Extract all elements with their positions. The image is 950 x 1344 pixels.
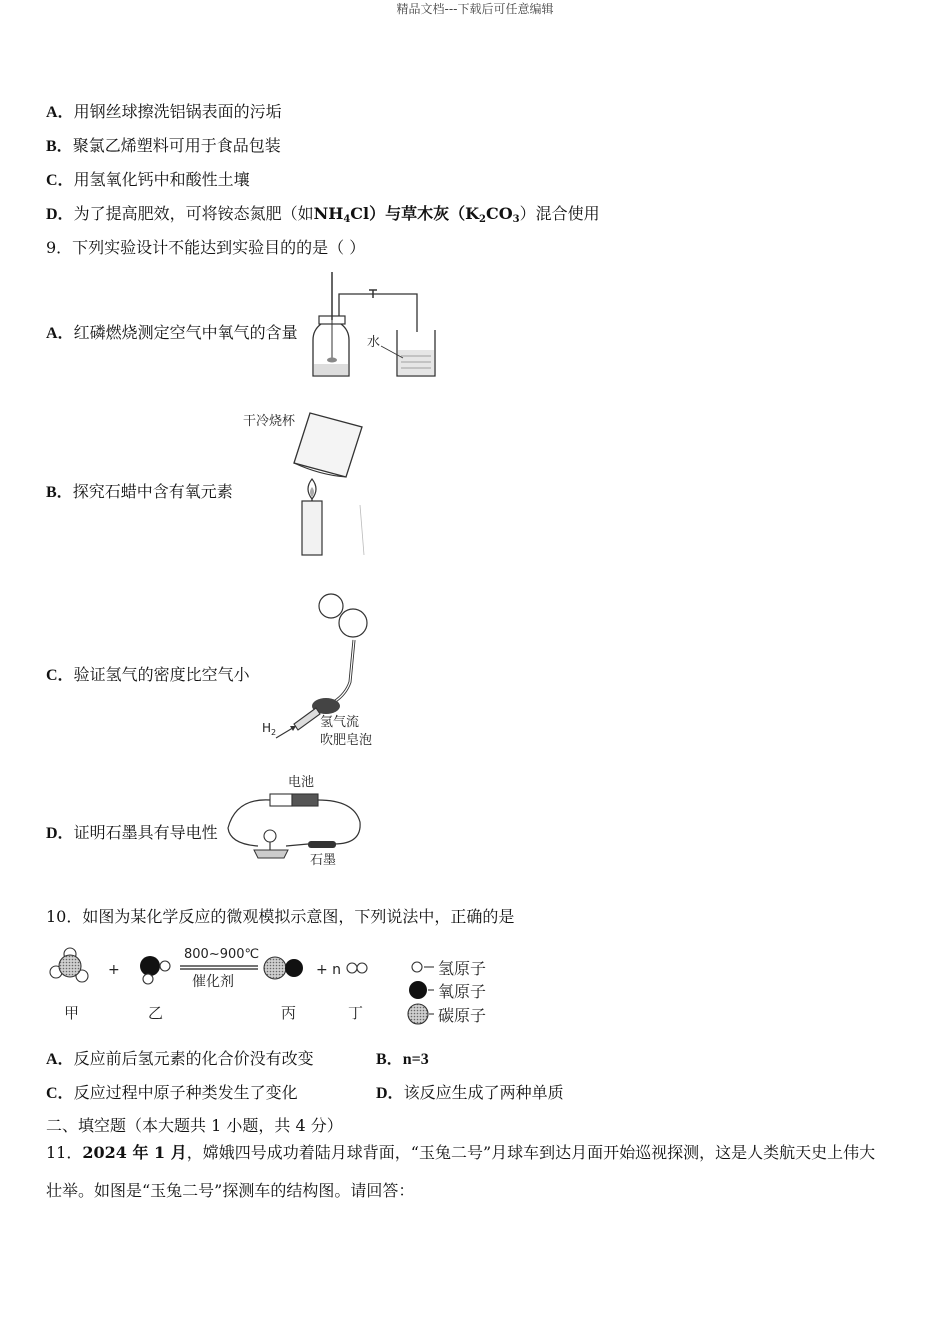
option-text-end: ）混合使用: [519, 204, 600, 223]
red-phosphorus-apparatus: [305, 272, 445, 382]
option-text: 反应过程中原子种类发生了变化: [73, 1083, 298, 1102]
option-text: 聚氯乙烯塑料可用于食品包装: [72, 136, 281, 155]
option-text: 证明石墨具有导电性: [73, 823, 218, 842]
molecule-methane: [50, 948, 88, 982]
option-label: C．: [46, 1085, 74, 1102]
option-label: C．: [46, 667, 74, 684]
q10-option-a: [46, 1049, 314, 1070]
option-text: 红磷燃烧测定空气中氧气的含量: [73, 323, 298, 342]
q8-option-c: [46, 170, 250, 191]
option-label: D．: [46, 825, 74, 842]
label-ding: 丁: [348, 1004, 364, 1022]
option-label: B．: [46, 484, 73, 501]
q11-date: 2024 年 1 月: [82, 1143, 187, 1162]
option-label: B．: [376, 1051, 403, 1068]
section-heading: 二、填空题（本大题共 1 小题，共 4 分）: [46, 1116, 343, 1135]
option-label: D．: [46, 206, 74, 223]
legend: [408, 959, 486, 1025]
q11-text: ，嫦娥四号成功着陆月球背面，“玉兔二号”月球车到达月面开始巡视探测，这是人类航天史上伟大: [186, 1143, 876, 1162]
hydrogen-bubble-figure: [258, 590, 388, 750]
caption-hydrogen-flow: 氢气流: [320, 715, 360, 730]
h2-label: $H_2$: [262, 721, 277, 737]
q11-line-2: 壮举。如图是“玉兔二号”探测车的结构图。请回答：: [46, 1181, 415, 1200]
caption-soap-bubble: 吹肥皂泡: [320, 733, 373, 748]
q8-option-d: [46, 204, 600, 225]
option-label: B．: [46, 138, 73, 155]
option-text: 用钢丝球擦洗铝锅表面的污垢: [73, 102, 282, 121]
q10-stem: 10．如图为某化学反应的微观模拟示意图，下列说法中，正确的是: [46, 907, 515, 926]
option-label: A．: [46, 104, 74, 121]
reaction-catalyst: 催化剂: [192, 974, 234, 990]
option-label: A．: [46, 325, 74, 342]
option-text: 探究石蜡中含有氧元素: [72, 482, 233, 501]
option-text: n=3: [402, 1051, 429, 1068]
reaction-diagram: [44, 940, 514, 1028]
candle-beaker-figure: [240, 405, 370, 560]
plus-n: + n: [316, 962, 342, 978]
q9-option-d: [46, 823, 218, 844]
formula-k2co3: $K_2CO_3$: [465, 204, 520, 225]
q9-option-a: [46, 323, 298, 344]
q8-option-b: [46, 136, 281, 157]
molecule-carbon-monoxide: [264, 957, 303, 979]
option-text: 反应前后氢元素的化合价没有改变: [73, 1049, 314, 1068]
legend-oxygen: 氧原子: [438, 982, 487, 1001]
q10-option-d: [376, 1083, 564, 1104]
q11-line-1: [46, 1143, 875, 1163]
beaker-label: 干冷烧杯: [243, 414, 296, 429]
label-bing: 丙: [281, 1004, 297, 1022]
molecule-hydrogen: [347, 963, 367, 973]
q11-number: 11．: [46, 1143, 83, 1162]
page-header: 精品文档---下载后可任意编辑: [396, 2, 554, 16]
q9-stem: 9．下列实验设计不能达到实验目的的是（ ）: [46, 238, 366, 257]
battery-label: 电池: [288, 775, 315, 790]
legend-hydrogen: 氢原子: [438, 959, 487, 978]
reaction-temperature: 800~900℃: [184, 947, 260, 962]
water-label: 水: [367, 335, 381, 350]
q9-option-c: [46, 665, 250, 686]
option-text: 用氢氧化钙中和酸性土壤: [73, 170, 250, 189]
graphite-circuit-figure: [222, 770, 367, 870]
label-yi: 乙: [148, 1004, 164, 1022]
q10-option-c: [46, 1083, 298, 1104]
option-label: A．: [46, 1051, 74, 1068]
option-label: C．: [46, 172, 74, 189]
formula-cl: Cl）与草木灰（: [350, 204, 466, 223]
option-text: 为了提高肥效，可将铵态氮肥（如: [73, 204, 314, 223]
legend-carbon: 碳原子: [438, 1006, 487, 1025]
formula-nh4: $NH_4$: [313, 204, 351, 225]
molecule-water: [140, 956, 170, 984]
plus-sign: +: [108, 962, 120, 978]
option-text: 验证氢气的密度比空气小: [73, 665, 250, 684]
graphite-label: 石墨: [310, 853, 337, 868]
q8-option-a: [46, 102, 282, 123]
option-text: 该反应生成了两种单质: [403, 1083, 564, 1102]
q10-option-b: [376, 1049, 429, 1070]
option-label: D．: [376, 1085, 404, 1102]
q9-option-b: [46, 482, 233, 503]
label-jia: 甲: [64, 1004, 80, 1022]
